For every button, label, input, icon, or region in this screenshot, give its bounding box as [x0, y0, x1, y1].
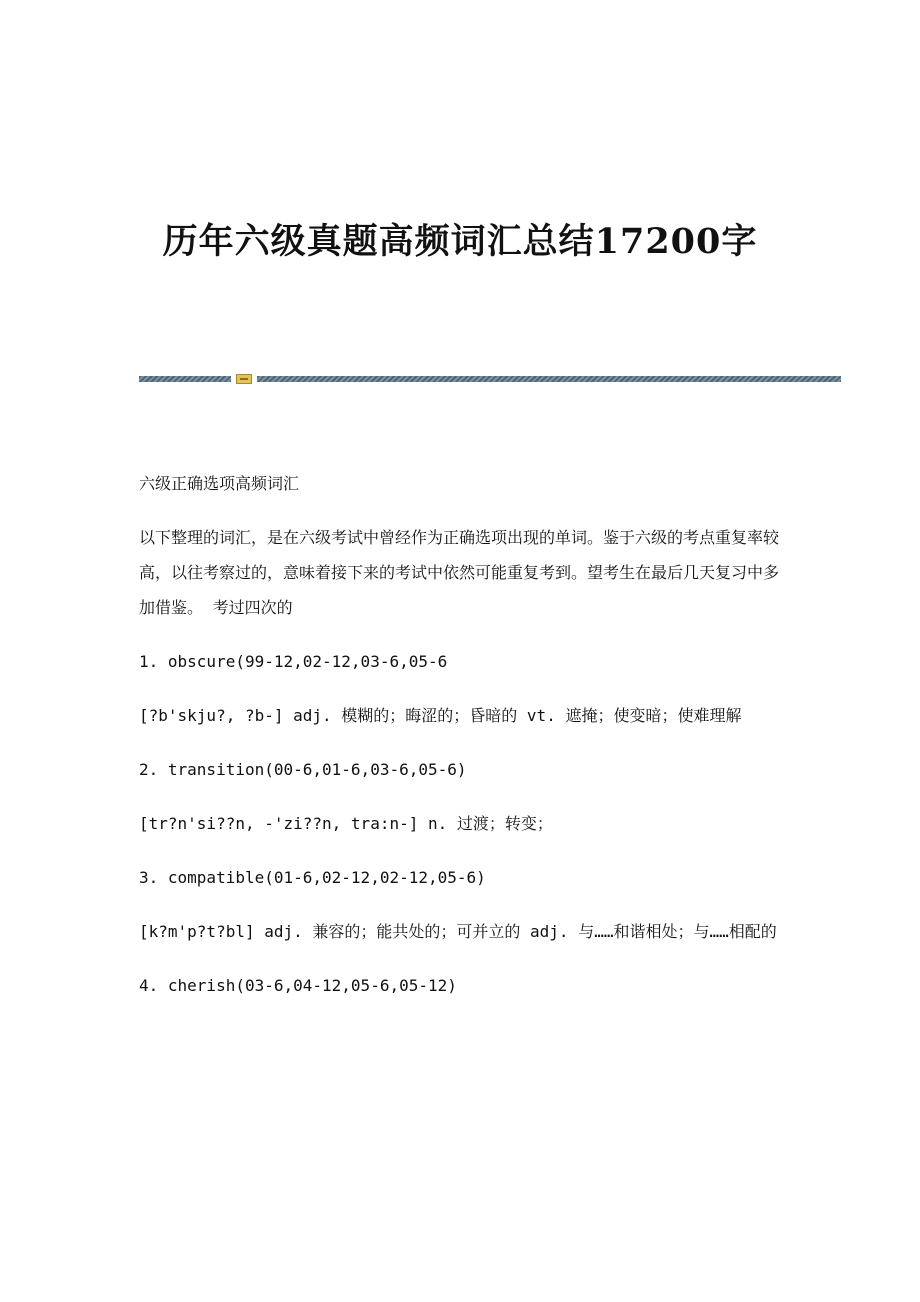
entry-definition: [?b'skju?, ?b-] adj. 模糊的；晦涩的；昏暗的 vt. 遮掩；使变暗；使难理解: [139, 706, 742, 725]
divider-bar-left: [139, 376, 231, 382]
entry-heading: 1. obscure(99-12,02-12,03-6,05-6: [139, 652, 448, 671]
entry-heading: 3. compatible(01-6,02-12,02-12,05-6): [139, 868, 486, 887]
entry-heading: 2. transition(00-6,01-6,03-6,05-6): [139, 760, 467, 779]
entry-heading: 4. cherish(03-6,04-12,05-6,05-12): [139, 976, 457, 995]
document-body: [139, 466, 779, 1022]
document-title: 历年六级真题高频词汇总结17200字: [162, 221, 758, 262]
title-divider: [139, 374, 841, 384]
entry-definition: [tr?n'si??n, -'zi??n, tra:n-] n. 过渡；转变；: [139, 814, 553, 833]
divider-emblem-icon: [236, 374, 252, 384]
divider-bar-right: [257, 376, 841, 382]
entry-definition: [k?m'p?t?bl] adj. 兼容的；能共处的；可并立的 adj. 与……和谐相处；与……相配的: [139, 922, 777, 941]
intro-paragraph: 以下整理的词汇，是在六级考试中曾经作为正确选项出现的单词。鉴于六级的考点重复率较高，以往考察过的，意味着接下来的考试中依然可能重复考到。望考生在最后几天复习中多加借鉴。 考过四次的: [139, 528, 780, 617]
section-heading: 六级正确选项高频词汇: [139, 474, 300, 493]
